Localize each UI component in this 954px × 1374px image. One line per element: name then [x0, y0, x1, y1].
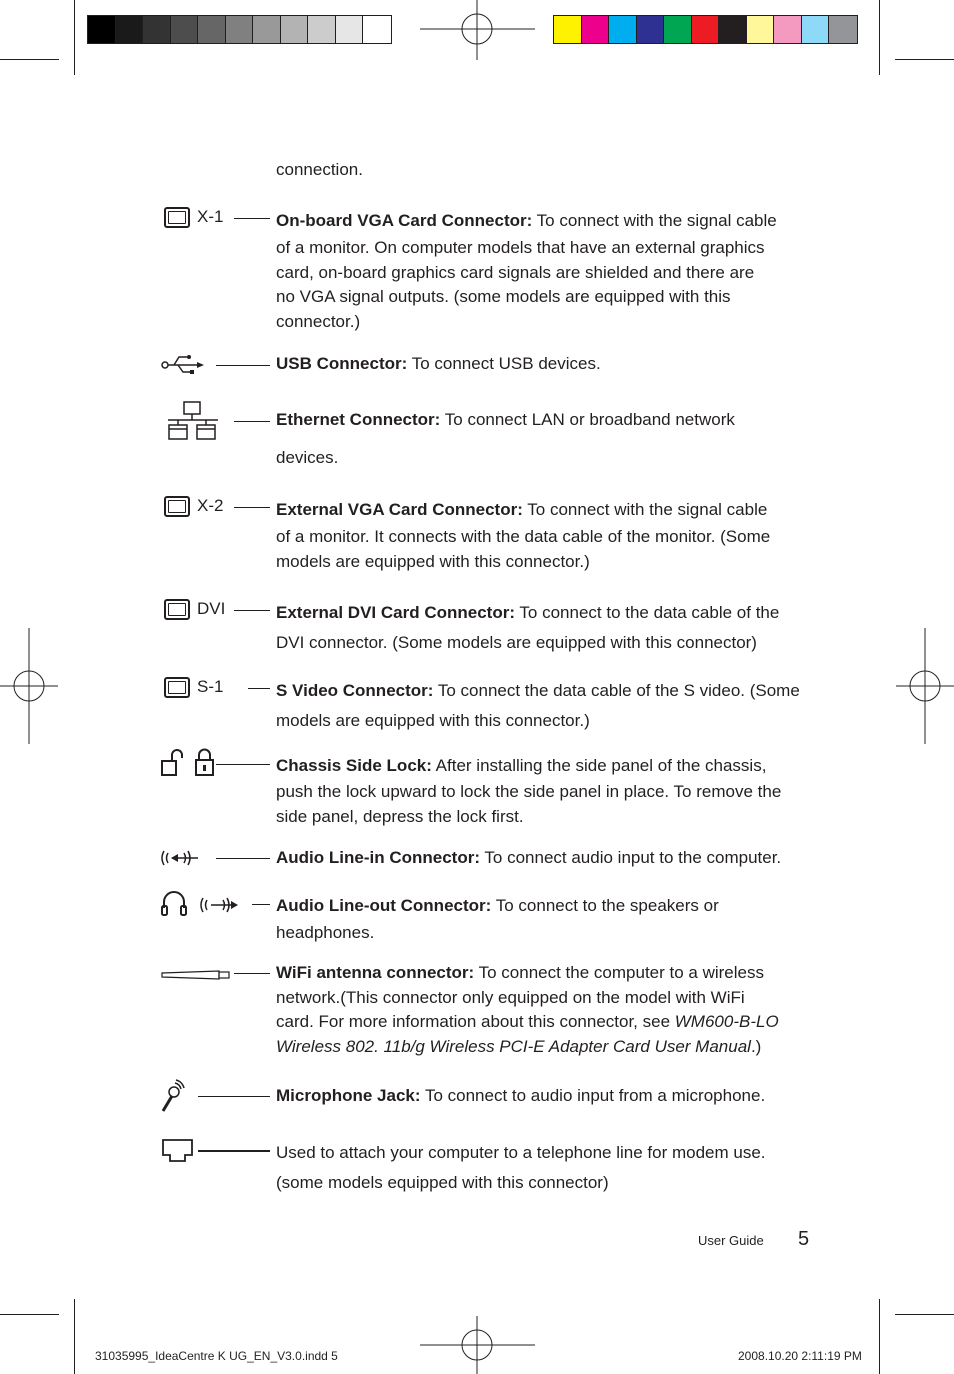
grayscale-calibration-strip [87, 15, 392, 44]
guide-label: User Guide [698, 1233, 764, 1248]
entry-ethernet: Ethernet Connector: To connect LAN or broadband network devices. [276, 410, 735, 467]
connector-label: S-1 [197, 677, 224, 696]
gray-swatch [171, 16, 199, 43]
crop-mark [895, 1314, 954, 1315]
color-swatch [582, 16, 610, 43]
entry-external-vga: External VGA Card Connector: To connect with the signal cable of a monitor. It connects with the data cable of the monitor. (Some models are equipped with this connector.) [276, 500, 771, 571]
leader-line [248, 688, 270, 689]
leader-line [216, 365, 270, 366]
leader-line [198, 1096, 270, 1097]
color-swatch [692, 16, 720, 43]
gray-swatch [308, 16, 336, 43]
audio-in-icon [160, 848, 200, 868]
gray-swatch [226, 16, 254, 43]
registration-mark-icon [896, 628, 954, 744]
gray-swatch [281, 16, 309, 43]
color-swatch [829, 16, 857, 43]
crop-mark [74, 1299, 75, 1374]
connector-label: X-1 [197, 207, 224, 226]
phone-jack-icon [161, 1138, 195, 1164]
color-swatch [609, 16, 637, 43]
crop-mark [0, 59, 59, 60]
continuation-text: connection. [276, 160, 363, 179]
entry-onboard-vga: On-board VGA Card Connector: To connect with the signal cable of a monitor. On computer models that have an external graphics card, on-board graphics card signals are shielded and there are no VGA signal outputs. (some models are equipped with this connector.) [276, 211, 777, 331]
leader-line [198, 1150, 270, 1152]
registration-mark-icon [420, 0, 535, 60]
monitor-icon [164, 207, 190, 228]
ethernet-icon [166, 401, 220, 441]
entry-phone-jack: Used to attach your computer to a telephone line for modem use. (some models equipped with this connector) [276, 1143, 766, 1192]
gray-swatch [363, 16, 391, 43]
leader-line [234, 610, 270, 611]
crop-mark [879, 1299, 880, 1374]
crop-mark [0, 1314, 59, 1315]
registration-mark-icon [0, 628, 58, 744]
usb-icon [160, 352, 204, 376]
page-number: 5 [798, 1228, 810, 1250]
color-swatch [802, 16, 830, 43]
color-swatch [719, 16, 747, 43]
entry-audio-line-out: Audio Line-out Connector: To connect to the speakers or headphones. [276, 896, 719, 942]
lock-icon [160, 748, 216, 778]
entry-usb: USB Connector: To connect USB devices. [276, 354, 601, 373]
entry-s-video: S Video Connector: To connect the data cable of the S video. (Some models are equipped with this connector.) [276, 681, 800, 730]
entry-chassis-lock: Chassis Side Lock: After installing the side panel of the chassis, push the lock upward to lock the side panel in place. To remove the side panel, depress the lock first. [276, 756, 782, 826]
gray-swatch [198, 16, 226, 43]
connector-label: DVI [197, 599, 226, 618]
color-swatch [774, 16, 802, 43]
gray-swatch [143, 16, 171, 43]
headphone-icon [160, 890, 188, 918]
leader-line [252, 904, 270, 905]
leader-line [216, 764, 270, 765]
gray-swatch [253, 16, 281, 43]
color-swatch [747, 16, 775, 43]
audio-out-icon [199, 895, 239, 915]
entry-dvi: External DVI Card Connector: To connect to the data cable of the DVI connector. (Some models are equipped with this connector) [276, 603, 780, 652]
color-swatch [637, 16, 665, 43]
monitor-icon [164, 599, 190, 620]
entry-microphone: Microphone Jack: To connect to audio input from a microphone. [276, 1086, 766, 1105]
entry-wifi-antenna: WiFi antenna connector: To connect the computer to a wireless network.(This connector only equipped on the model with WiFi card. For more information about this connector, see WM600-B-LO Wireless 802. 11b/g Wireless PCI-E Adapter Card User Manual.) [276, 963, 779, 1056]
gray-swatch [88, 16, 116, 43]
slug-date: 2008.10.20 2:11:19 PM [738, 1349, 862, 1363]
slug-file: 31035995_IdeaCentre K UG_EN_V3.0.indd 5 [95, 1349, 338, 1363]
leader-line [234, 973, 270, 974]
leader-line [216, 858, 270, 859]
entry-audio-line-in: Audio Line-in Connector: To connect audio input to the computer. [276, 848, 782, 867]
leader-line [234, 507, 270, 508]
gray-swatch [336, 16, 364, 43]
leader-line [234, 218, 270, 219]
monitor-icon [164, 677, 190, 698]
antenna-icon [161, 969, 231, 981]
color-calibration-strip [553, 15, 858, 44]
crop-mark [895, 59, 954, 60]
leader-line [234, 421, 270, 422]
gray-swatch [116, 16, 144, 43]
connector-label: X-2 [197, 496, 224, 515]
microphone-icon [160, 1079, 186, 1113]
monitor-icon [164, 496, 190, 517]
crop-mark [879, 0, 880, 75]
registration-mark-icon [420, 1316, 535, 1374]
crop-mark [74, 0, 75, 75]
color-swatch [554, 16, 582, 43]
color-swatch [664, 16, 692, 43]
